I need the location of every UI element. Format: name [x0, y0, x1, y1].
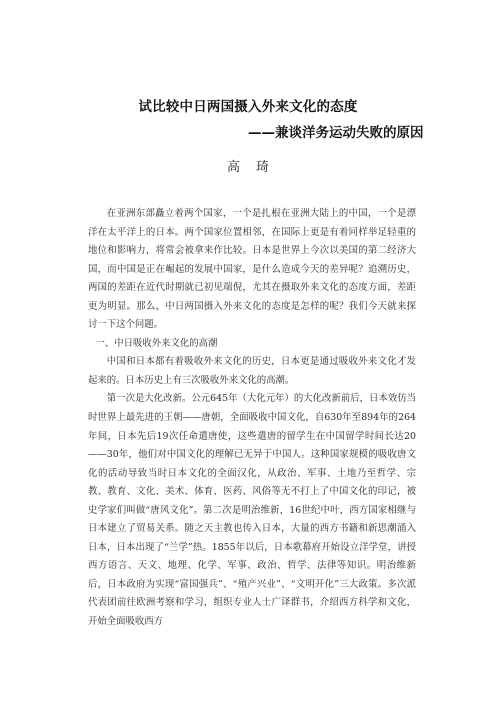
document-body	[88, 205, 416, 632]
document-subtitle: ——兼谈洋务运动失败的原因	[248, 125, 424, 141]
document-title: 试比较中日两国摄入外来文化的态度	[138, 99, 358, 115]
paragraph-intro: 在亚洲东部矗立着两个国家，一个是扎根在亚洲大陆上的中国，一个是漂洋在太平洋上的日本。两个国家位置相邻，在国际上更是有着同样举足轻重的地位和影响力，将常会被拿来作比较。日本是世界上今次以美国的第二经济大国，而中国是正在崛起的发展中国家，是什么造成今天的差异呢？追溯历史，两国的差距在近代时期就已初见端倪，尤其在摄取外来文化的态度方面，差距更为明显。那么，中日两国摄入外来文化的态度是怎样的呢？我们今天就来探讨一下这个问题。	[88, 208, 416, 331]
document-author: 高琦	[226, 160, 285, 175]
paragraph-first-wave: 第一次是大化改新。公元645年（大化元年）的大化改新前后，日本效仿当时世界上最先进的王朝——唐朝，全面吸收中国文化，自630年至894年的264年间，日本先后19次任命遣唐使，这些遣唐的留学生在中国留学时间长达20——30年，他们对中国文化的理解已无异于中国人。这种国家规模的吸收唐文化的活动导致当时日本文化的全面汉化，从政治、军事、土地乃至哲学、宗教、教育、文化、美术、体育、医药、风俗等无不打上了中国文化的印记，被史学家们叫做“唐风文化”。第二次是明治维新，16世纪中叶，西方国家相继与日本建立了贸易关系。随之天主教也传入日本，大量的西方书籍和新思潮涌入日本，日本出现了“兰学”热。1855年以后，日本歌幕府开始设立洋学堂，讲授西方语言、天文、地理、化学、军事、政治、哲学、法律等知识。明治维新后，日本政府为实现“富国强兵”、“殖产兴业”、“文明开化”三大政策。多次派代表团前往欧洲考察和学习，组织专业人士广译群书，介绍西方科学和文化，开始全面吸收西方	[88, 393, 416, 628]
section-heading: 一、中日吸收外来文化的高潮	[95, 337, 218, 349]
paragraph-overview: 中国和日本都有着吸收外来文化的历史，日本更是通过吸收外来文化才发起来的。日本历史上有三次吸收外来文化的高潮。	[88, 356, 416, 386]
